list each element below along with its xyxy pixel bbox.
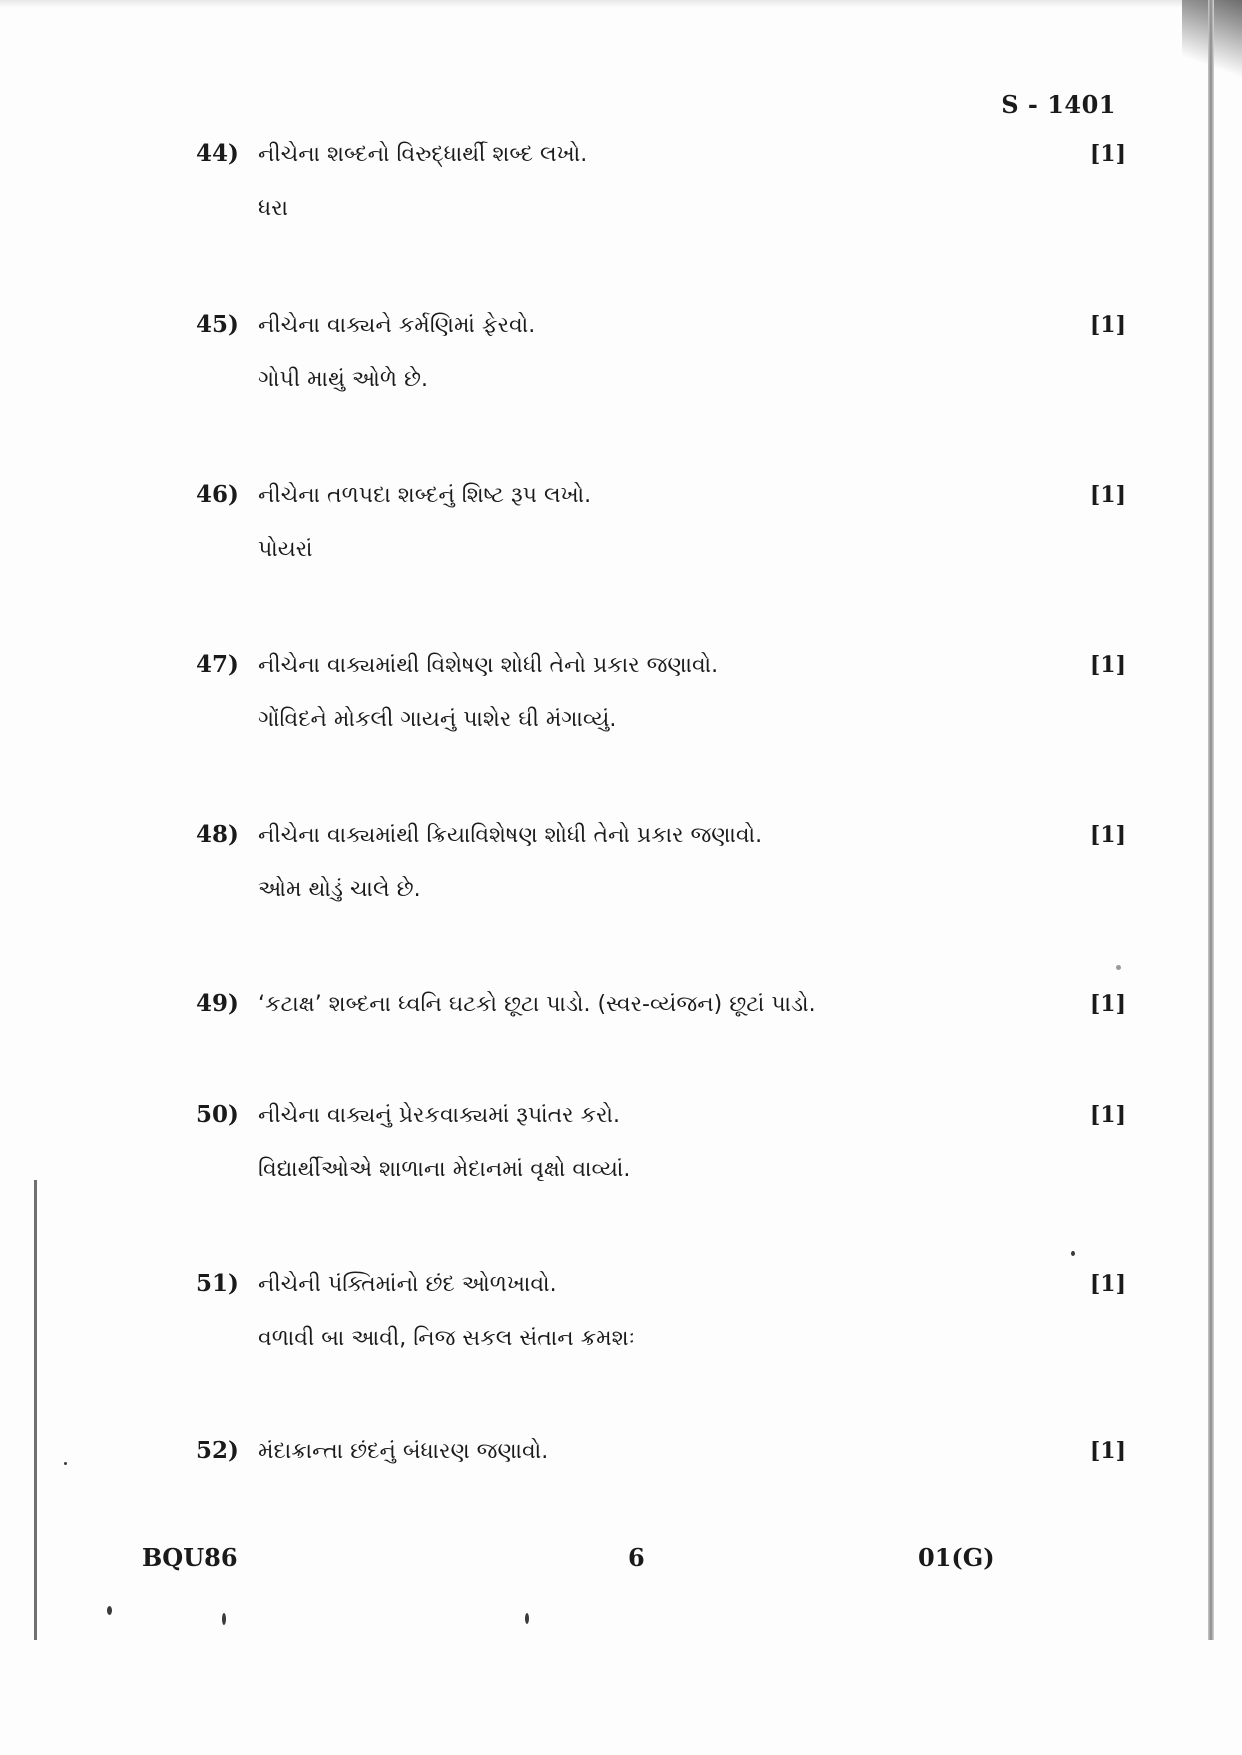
question-subtext: ઓમ થોડું ચાલે છે.: [258, 877, 421, 902]
question-46: [196, 481, 1126, 562]
question-subtext: વિદ્યાર્થીઓએ શાળાના મેદાનમાં વૃક્ષો વાવ્યાં.: [258, 1157, 631, 1182]
question-marks: [1]: [1089, 1102, 1126, 1128]
question-51: [196, 1270, 1126, 1351]
question-text: મંદાક્રાન્તા છંદનું બંધારણ જણાવો.: [258, 1439, 549, 1464]
question-52: [196, 1437, 1126, 1473]
question-subtext: પોયરાં: [258, 537, 313, 562]
footer-set-code: 01(G): [918, 1543, 995, 1572]
question-number: 48): [196, 821, 239, 848]
scan-right-edge: [1208, 0, 1214, 1640]
question-marks: [1]: [1089, 1271, 1126, 1297]
question-text: ‘કટાક્ષ’ શબ્દના ધ્વનિ ઘટકો છૂટા પાડો. (સ્વર-વ્યંજન) છૂટાં પાડો.: [258, 992, 816, 1017]
scan-speck: [222, 1613, 226, 1625]
question-marks: [1]: [1089, 482, 1126, 508]
question-text: નીચેના વાક્યને કર્મણિમાં ફેરવો.: [258, 313, 536, 338]
question-text: નીચેના વાક્યનું પ્રેરકવાક્યમાં રૂપાંતર કરો.: [258, 1103, 620, 1128]
question-number: 49): [196, 990, 239, 1017]
question-number: 50): [196, 1101, 239, 1128]
question-number: 45): [196, 311, 239, 338]
question-marks: [1]: [1089, 822, 1126, 848]
question-marks: [1]: [1089, 141, 1126, 167]
scan-speck: [107, 1606, 112, 1615]
scan-speck: [1116, 965, 1121, 970]
question-text: નીચેના તળપદા શબ્દનું શિષ્ટ રૂપ લખો.: [258, 483, 592, 508]
footer-paper-code: BQU86: [142, 1543, 238, 1572]
question-45: [196, 311, 1126, 392]
scan-speck: [525, 1613, 529, 1624]
question-subtext: વળાવી બા આવી, નિજ સકલ સંતાન ક્રમશઃ: [258, 1326, 635, 1351]
question-text: નીચેની પંક્તિમાંનો છંદ ઓળખાવો.: [258, 1272, 557, 1297]
question-subtext: ધરા: [258, 196, 288, 221]
question-50: [196, 1101, 1126, 1182]
question-47: [196, 651, 1126, 732]
question-text: નીચેના વાક્યમાંથી ક્રિયાવિશેષણ શોધી તેનો પ્રકાર જણાવો.: [258, 823, 763, 848]
question-number: 52): [196, 1437, 239, 1464]
paper-code: S - 1401: [1001, 90, 1116, 119]
question-49: [196, 990, 1126, 1026]
question-marks: [1]: [1089, 652, 1126, 678]
question-text: નીચેના વાક્યમાંથી વિશેષણ શોધી તેનો પ્રકાર જણાવો.: [258, 653, 719, 678]
scan-left-edge: [34, 1180, 37, 1640]
question-text: નીચેના શબ્દનો વિરુદ્ધાર્થી શબ્દ લખો.: [258, 142, 588, 167]
scan-top-shadow: [0, 0, 1242, 8]
question-number: 46): [196, 481, 239, 508]
question-44: [196, 140, 1126, 221]
question-number: 47): [196, 651, 239, 678]
footer-page-number: 6: [628, 1543, 645, 1572]
question-subtext: ગોંવિદને મોકલી ગાયનું પાશેર ઘી મંગાવ્યું.: [258, 707, 617, 732]
question-number: 51): [196, 1270, 239, 1297]
question-marks: [1]: [1089, 1438, 1126, 1464]
question-number: 44): [196, 140, 239, 167]
scan-speck: [1071, 1251, 1075, 1256]
question-subtext: ગોપી માથું ઓળે છે.: [258, 367, 429, 392]
question-48: [196, 821, 1126, 902]
scan-speck: [64, 1462, 67, 1465]
question-marks: [1]: [1089, 991, 1126, 1017]
question-marks: [1]: [1089, 312, 1126, 338]
